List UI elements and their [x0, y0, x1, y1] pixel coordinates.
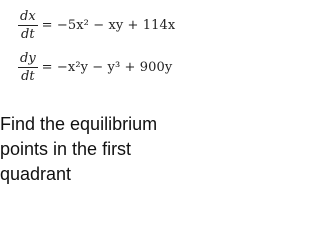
- fraction-dy-dt: [18, 52, 38, 83]
- fraction-numerator: dx: [20, 8, 36, 24]
- question-line: points in the first: [0, 139, 132, 159]
- fraction-denominator: dt: [21, 68, 35, 84]
- fraction-bar: [18, 25, 38, 26]
- fraction-denominator: dt: [21, 26, 35, 42]
- question-text: [0, 112, 200, 187]
- question-line: quadrant: [0, 164, 72, 184]
- equation-dx-dt: [18, 4, 175, 46]
- equation-right-hand-side: = −x²y − y³ + 900y: [41, 59, 173, 75]
- equation-right-hand-side: = −5x² − xy + 114x: [41, 17, 176, 33]
- question-line: Find the equilibrium: [0, 114, 158, 134]
- equation-block: [18, 4, 175, 88]
- fraction-dx-dt: [18, 10, 38, 41]
- fraction-numerator: dy: [20, 50, 36, 66]
- equation-dy-dt: [18, 46, 175, 88]
- fraction-bar: [18, 67, 38, 68]
